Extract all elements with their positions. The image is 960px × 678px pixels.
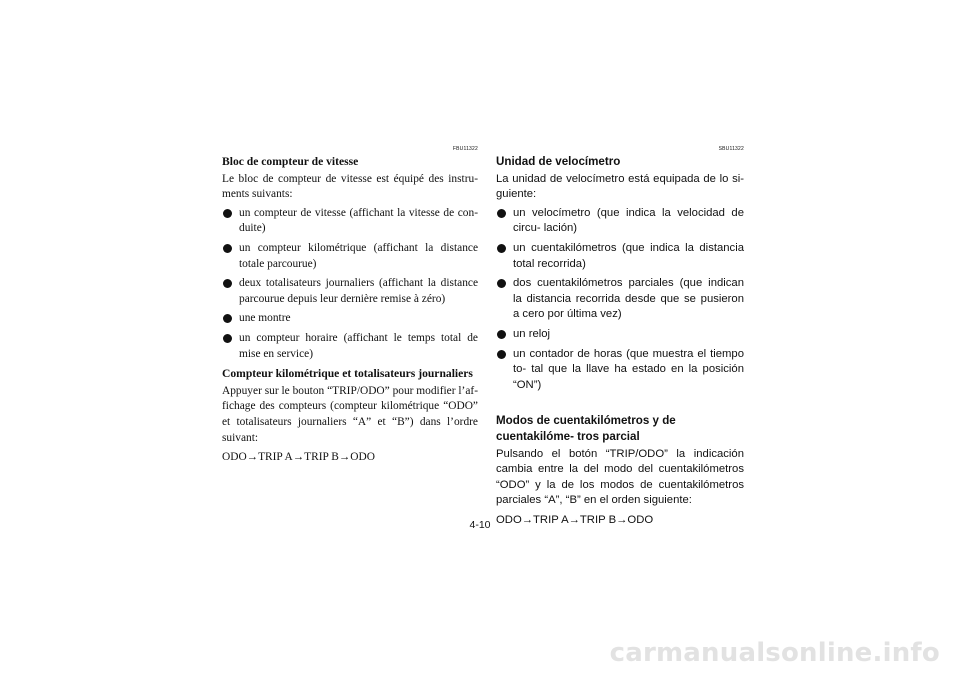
bullet-icon (223, 314, 232, 323)
bullet-icon (497, 279, 506, 288)
list-item: deux totalisateurs journaliers (affichant la distance parcourue depuis leur dernière remise à zéro) (222, 276, 478, 307)
body-paragraph: Appuyer sur le bouton “TRIP/ODO” pour modifier l’af- fichage des compteurs (compteur kilométrique “ODO” et totalisateurs journaliers “A” et “B”) dans l’ordre suivant: (222, 384, 478, 444)
list-item: un velocímetro (que indica la velocidad de circu- lación) (496, 206, 744, 237)
intro-paragraph: Le bloc de compteur de vitesse est équipé des instru- ments suivants: (222, 172, 478, 201)
mode-sequence: ODO→TRIP A→TRIP B→ODO (222, 451, 375, 464)
watermark: carmanualsonline.info (609, 638, 940, 668)
list-item: un compteur kilométrique (affichant la distance totale parcourue) (222, 241, 478, 272)
spanish-column (496, 146, 744, 528)
list-item: un reloj (496, 327, 744, 343)
section-code: FBU11322 (452, 146, 478, 152)
bullet-icon (497, 209, 506, 218)
list-item: un compteur horaire (affichant le temps total de mise en service) (222, 331, 478, 362)
bullet-icon (497, 350, 506, 359)
mode-sequence: ODO→TRIP A→TRIP B→ODO (496, 513, 654, 526)
list-item: dos cuentakilómetros parciales (que indican la distancia recorrida desde que se pusieron a cero por última vez) (496, 276, 744, 323)
subsection-heading: Compteur kilométrique et totalisateurs journaliers (222, 367, 473, 381)
list-item: une montre (222, 311, 478, 327)
section-heading: Unidad de velocímetro (496, 155, 621, 168)
section-heading: Bloc de compteur de vitesse (222, 155, 359, 168)
french-column (222, 146, 478, 466)
instrument-list (496, 206, 744, 394)
list-item: un cuentakilómetros (que indica la distancia total recorrida) (496, 241, 744, 272)
bullet-icon (223, 244, 232, 253)
bullet-icon (223, 334, 232, 343)
subsection-heading: Modos de cuentakilómetros y de cuentakilóme- tros parcial (496, 414, 676, 443)
intro-paragraph: La unidad de velocímetro está equipada de lo si- guiente: (496, 172, 744, 201)
bullet-icon (497, 330, 506, 339)
bullet-icon (223, 279, 232, 288)
list-item: un compteur de vitesse (affichant la vitesse de con- duite) (222, 206, 478, 237)
list-item: un contador de horas (que muestra el tiempo to- tal que la llave ha estado en la posición “ON”) (496, 347, 744, 394)
section-code: SBU11322 (718, 146, 744, 152)
bullet-icon (497, 244, 506, 253)
body-paragraph: Pulsando el botón “TRIP/ODO” la indicación cambia entre la del modo del cuentakilómetros “ODO” y la de los modos de cuentakilómetros parciales “A”, “B” en el orden siguiente: (496, 447, 744, 507)
instrument-list (222, 206, 478, 362)
bullet-icon (223, 209, 232, 218)
page-number: 4-10 (469, 519, 491, 531)
